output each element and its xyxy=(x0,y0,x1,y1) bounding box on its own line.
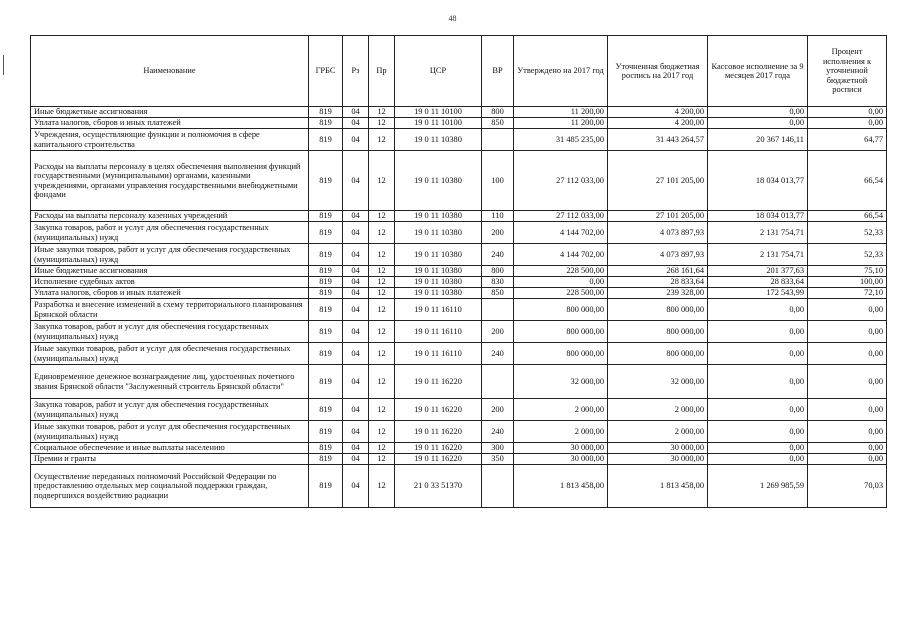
cell-csr: 19 0 11 10100 xyxy=(395,107,482,118)
cell-pr: 12 xyxy=(369,107,395,118)
cell-refined: 30 000,00 xyxy=(608,454,708,465)
table-header-row xyxy=(31,36,887,107)
table-row xyxy=(31,118,887,129)
table-row xyxy=(31,443,887,454)
cell-rz: 04 xyxy=(343,365,369,399)
header-pr: Пр xyxy=(369,36,395,107)
cell-approved: 4 144 702,00 xyxy=(514,244,608,266)
cell-grbs: 819 xyxy=(309,399,343,421)
cell-cash: 2 131 754,71 xyxy=(708,244,808,266)
cell-cash: 18 034 013,77 xyxy=(708,211,808,222)
cell-csr: 19 0 11 16220 xyxy=(395,399,482,421)
table-row xyxy=(31,299,887,321)
cell-rz: 04 xyxy=(343,277,369,288)
cell-pr: 12 xyxy=(369,454,395,465)
cell-cash: 2 131 754,71 xyxy=(708,222,808,244)
cell-vr: 240 xyxy=(482,421,514,443)
cell-csr: 19 0 11 16110 xyxy=(395,343,482,365)
cell-rz: 04 xyxy=(343,399,369,421)
cell-grbs: 819 xyxy=(309,365,343,399)
cell-csr: 19 0 11 10100 xyxy=(395,118,482,129)
table-row xyxy=(31,399,887,421)
cell-grbs: 819 xyxy=(309,299,343,321)
cell-rz: 04 xyxy=(343,151,369,211)
table-row xyxy=(31,244,887,266)
cell-refined: 1 813 458,00 xyxy=(608,465,708,508)
header-vr: ВР xyxy=(482,36,514,107)
cell-vr: 800 xyxy=(482,107,514,118)
cell-rz: 04 xyxy=(343,266,369,277)
cell-csr: 19 0 11 10380 xyxy=(395,266,482,277)
table-row xyxy=(31,421,887,443)
table-row xyxy=(31,343,887,365)
cell-vr: 200 xyxy=(482,321,514,343)
cell-pr: 12 xyxy=(369,443,395,454)
cell-percent: 0,00 xyxy=(808,343,887,365)
cell-percent: 100,00 xyxy=(808,277,887,288)
cell-approved: 2 000,00 xyxy=(514,421,608,443)
cell-refined: 4 073 897,93 xyxy=(608,244,708,266)
budget-execution-table xyxy=(30,35,887,508)
cell-pr: 12 xyxy=(369,277,395,288)
cell-rz: 04 xyxy=(343,222,369,244)
cell-csr: 19 0 11 10380 xyxy=(395,151,482,211)
cell-rz: 04 xyxy=(343,321,369,343)
cell-refined: 4 073 897,93 xyxy=(608,222,708,244)
table-body xyxy=(31,107,887,508)
header-rz: Рз xyxy=(343,36,369,107)
table-row xyxy=(31,266,887,277)
cell-percent: 52,33 xyxy=(808,244,887,266)
cell-vr: 240 xyxy=(482,244,514,266)
cell-refined: 800 000,00 xyxy=(608,343,708,365)
cell-name: Осуществление переданных полномочий Российской Федерации по предоставлению отдельных мер социальной поддержки граждан, подвергшихся воздействию радиации xyxy=(31,465,309,508)
table-row xyxy=(31,365,887,399)
cell-csr: 19 0 11 16220 xyxy=(395,365,482,399)
cell-cash: 0,00 xyxy=(708,118,808,129)
table-row xyxy=(31,465,887,508)
cell-vr: 200 xyxy=(482,399,514,421)
cell-approved: 11 200,00 xyxy=(514,107,608,118)
cell-name: Премии и гранты xyxy=(31,454,309,465)
cell-cash: 1 269 985,59 xyxy=(708,465,808,508)
header-percent: Процент исполнения к уточненной бюджетной росписи xyxy=(808,36,887,107)
cell-csr: 19 0 11 10380 xyxy=(395,288,482,299)
cell-vr: 240 xyxy=(482,343,514,365)
header-name: Наименование xyxy=(31,36,309,107)
cell-name: Исполнение судебных актов xyxy=(31,277,309,288)
cell-approved: 31 485 235,00 xyxy=(514,129,608,151)
cell-approved: 228 500,00 xyxy=(514,266,608,277)
cell-rz: 04 xyxy=(343,343,369,365)
cell-csr: 19 0 11 10380 xyxy=(395,277,482,288)
cell-approved: 800 000,00 xyxy=(514,343,608,365)
cell-grbs: 819 xyxy=(309,129,343,151)
cell-vr: 850 xyxy=(482,288,514,299)
cell-name: Иные закупки товаров, работ и услуг для обеспечения государственных (муниципальных) нужд xyxy=(31,244,309,266)
cell-cash: 20 367 146,11 xyxy=(708,129,808,151)
table-row xyxy=(31,321,887,343)
cell-percent: 0,00 xyxy=(808,454,887,465)
cell-rz: 04 xyxy=(343,299,369,321)
cell-approved: 11 200,00 xyxy=(514,118,608,129)
cell-cash: 28 833,64 xyxy=(708,277,808,288)
cell-refined: 800 000,00 xyxy=(608,321,708,343)
cell-vr: 300 xyxy=(482,443,514,454)
cell-rz: 04 xyxy=(343,211,369,222)
cell-csr: 19 0 11 16110 xyxy=(395,299,482,321)
cell-name: Иные бюджетные ассигнования xyxy=(31,266,309,277)
cell-rz: 04 xyxy=(343,118,369,129)
cell-percent: 0,00 xyxy=(808,321,887,343)
cell-pr: 12 xyxy=(369,266,395,277)
cell-cash: 0,00 xyxy=(708,399,808,421)
cell-name: Закупка товаров, работ и услуг для обеспечения государственных (муниципальных) нужд xyxy=(31,321,309,343)
cell-grbs: 819 xyxy=(309,118,343,129)
cell-name: Расходы на выплаты персоналу казенных учреждений xyxy=(31,211,309,222)
cell-approved: 4 144 702,00 xyxy=(514,222,608,244)
cell-vr: 800 xyxy=(482,266,514,277)
cell-rz: 04 xyxy=(343,421,369,443)
cell-cash: 0,00 xyxy=(708,107,808,118)
table-row xyxy=(31,222,887,244)
cell-refined: 800 000,00 xyxy=(608,299,708,321)
cell-grbs: 819 xyxy=(309,454,343,465)
cell-grbs: 819 xyxy=(309,211,343,222)
cell-pr: 12 xyxy=(369,321,395,343)
cell-approved: 27 112 033,00 xyxy=(514,211,608,222)
cell-grbs: 819 xyxy=(309,266,343,277)
cell-csr: 19 0 11 10380 xyxy=(395,244,482,266)
cell-refined: 239 328,00 xyxy=(608,288,708,299)
cell-name: Учреждения, осуществляющие функции и полномочия в сфере капитального строительства xyxy=(31,129,309,151)
cell-vr xyxy=(482,299,514,321)
cell-pr: 12 xyxy=(369,129,395,151)
cell-vr: 350 xyxy=(482,454,514,465)
cell-approved: 30 000,00 xyxy=(514,454,608,465)
cell-csr: 21 0 33 51370 xyxy=(395,465,482,508)
cell-rz: 04 xyxy=(343,465,369,508)
cell-approved: 30 000,00 xyxy=(514,443,608,454)
cell-name: Расходы на выплаты персоналу в целях обеспечения выполнения функций государственными (муниципальными) органами, казенными учреждениями, органами управления государственными внебюджетными фондами xyxy=(31,151,309,211)
cell-grbs: 819 xyxy=(309,222,343,244)
cell-refined: 31 443 264,57 xyxy=(608,129,708,151)
cell-rz: 04 xyxy=(343,107,369,118)
cell-vr: 110 xyxy=(482,211,514,222)
cell-approved: 228 500,00 xyxy=(514,288,608,299)
cell-approved: 32 000,00 xyxy=(514,365,608,399)
cell-grbs: 819 xyxy=(309,151,343,211)
header-cash: Кассовое исполнение за 9 месяцев 2017 года xyxy=(708,36,808,107)
cell-vr: 850 xyxy=(482,118,514,129)
cell-percent: 72,10 xyxy=(808,288,887,299)
cell-vr xyxy=(482,365,514,399)
cell-csr: 19 0 11 16220 xyxy=(395,443,482,454)
cell-name: Единовременное денежное вознаграждение лиц, удостоенных почетного звания Брянской области "Заслуженный строитель Брянской области" xyxy=(31,365,309,399)
cell-refined: 2 000,00 xyxy=(608,421,708,443)
table-row xyxy=(31,211,887,222)
cell-cash: 0,00 xyxy=(708,421,808,443)
cell-percent: 75,10 xyxy=(808,266,887,277)
table-row xyxy=(31,129,887,151)
cell-grbs: 819 xyxy=(309,288,343,299)
cell-cash: 0,00 xyxy=(708,321,808,343)
cell-approved: 1 813 458,00 xyxy=(514,465,608,508)
header-approved: Утверждено на 2017 год xyxy=(514,36,608,107)
cell-grbs: 819 xyxy=(309,421,343,443)
cell-approved: 0,00 xyxy=(514,277,608,288)
cell-vr xyxy=(482,465,514,508)
cell-refined: 27 101 205,00 xyxy=(608,151,708,211)
cell-pr: 12 xyxy=(369,343,395,365)
cell-refined: 268 161,64 xyxy=(608,266,708,277)
cell-vr: 200 xyxy=(482,222,514,244)
cell-percent: 0,00 xyxy=(808,399,887,421)
cell-refined: 30 000,00 xyxy=(608,443,708,454)
table-row xyxy=(31,277,887,288)
cell-pr: 12 xyxy=(369,421,395,443)
cell-approved: 800 000,00 xyxy=(514,299,608,321)
cell-name: Закупка товаров, работ и услуг для обеспечения государственных (муниципальных) нужд xyxy=(31,222,309,244)
cell-cash: 0,00 xyxy=(708,299,808,321)
header-csr: ЦСР xyxy=(395,36,482,107)
cell-pr: 12 xyxy=(369,211,395,222)
cell-cash: 18 034 013,77 xyxy=(708,151,808,211)
cell-pr: 12 xyxy=(369,399,395,421)
cell-csr: 19 0 11 10380 xyxy=(395,129,482,151)
cell-refined: 32 000,00 xyxy=(608,365,708,399)
margin-mark xyxy=(3,55,4,75)
cell-approved: 27 112 033,00 xyxy=(514,151,608,211)
cell-pr: 12 xyxy=(369,299,395,321)
table-row xyxy=(31,151,887,211)
cell-grbs: 819 xyxy=(309,107,343,118)
cell-rz: 04 xyxy=(343,288,369,299)
cell-percent: 0,00 xyxy=(808,118,887,129)
cell-csr: 19 0 11 10380 xyxy=(395,211,482,222)
cell-percent: 52,33 xyxy=(808,222,887,244)
cell-cash: 0,00 xyxy=(708,454,808,465)
cell-pr: 12 xyxy=(369,222,395,244)
cell-approved: 800 000,00 xyxy=(514,321,608,343)
cell-grbs: 819 xyxy=(309,343,343,365)
cell-refined: 4 200,00 xyxy=(608,118,708,129)
cell-name: Иные закупки товаров, работ и услуг для обеспечения государственных (муниципальных) нужд xyxy=(31,343,309,365)
cell-cash: 0,00 xyxy=(708,343,808,365)
cell-rz: 04 xyxy=(343,443,369,454)
cell-percent: 64,77 xyxy=(808,129,887,151)
cell-grbs: 819 xyxy=(309,244,343,266)
cell-vr: 100 xyxy=(482,151,514,211)
table-row xyxy=(31,288,887,299)
cell-grbs: 819 xyxy=(309,443,343,454)
cell-refined: 27 101 205,00 xyxy=(608,211,708,222)
table-row xyxy=(31,454,887,465)
cell-name: Разработка и внесение изменений в схему территориального планирования Брянской области xyxy=(31,299,309,321)
cell-refined: 4 200,00 xyxy=(608,107,708,118)
cell-percent: 66,54 xyxy=(808,211,887,222)
page-number: 48 xyxy=(448,14,457,23)
cell-csr: 19 0 11 10380 xyxy=(395,222,482,244)
cell-vr: 830 xyxy=(482,277,514,288)
cell-grbs: 819 xyxy=(309,465,343,508)
cell-name: Уплата налогов, сборов и иных платежей xyxy=(31,118,309,129)
cell-cash: 0,00 xyxy=(708,365,808,399)
cell-vr xyxy=(482,129,514,151)
cell-percent: 0,00 xyxy=(808,299,887,321)
cell-csr: 19 0 11 16220 xyxy=(395,421,482,443)
cell-percent: 0,00 xyxy=(808,107,887,118)
cell-percent: 0,00 xyxy=(808,443,887,454)
cell-rz: 04 xyxy=(343,244,369,266)
cell-grbs: 819 xyxy=(309,321,343,343)
cell-pr: 12 xyxy=(369,244,395,266)
cell-approved: 2 000,00 xyxy=(514,399,608,421)
cell-percent: 70,03 xyxy=(808,465,887,508)
cell-pr: 12 xyxy=(369,465,395,508)
cell-cash: 0,00 xyxy=(708,443,808,454)
cell-percent: 0,00 xyxy=(808,365,887,399)
cell-name: Социальное обеспечение и иные выплаты населению xyxy=(31,443,309,454)
cell-name: Иные бюджетные ассигнования xyxy=(31,107,309,118)
cell-rz: 04 xyxy=(343,454,369,465)
cell-refined: 28 833,64 xyxy=(608,277,708,288)
header-refined: Уточненная бюджетная роспись на 2017 год xyxy=(608,36,708,107)
cell-refined: 2 000,00 xyxy=(608,399,708,421)
cell-pr: 12 xyxy=(369,151,395,211)
cell-cash: 201 377,63 xyxy=(708,266,808,277)
cell-percent: 66,54 xyxy=(808,151,887,211)
cell-pr: 12 xyxy=(369,118,395,129)
cell-percent: 0,00 xyxy=(808,421,887,443)
cell-csr: 19 0 11 16110 xyxy=(395,321,482,343)
cell-cash: 172 543,99 xyxy=(708,288,808,299)
cell-pr: 12 xyxy=(369,288,395,299)
cell-name: Уплата налогов, сборов и иных платежей xyxy=(31,288,309,299)
cell-name: Закупка товаров, работ и услуг для обеспечения государственных (муниципальных) нужд xyxy=(31,399,309,421)
cell-name: Иные закупки товаров, работ и услуг для обеспечения государственных (муниципальных) нужд xyxy=(31,421,309,443)
cell-grbs: 819 xyxy=(309,277,343,288)
header-grbs: ГРБС xyxy=(309,36,343,107)
cell-pr: 12 xyxy=(369,365,395,399)
cell-csr: 19 0 11 16220 xyxy=(395,454,482,465)
table-row xyxy=(31,107,887,118)
cell-rz: 04 xyxy=(343,129,369,151)
